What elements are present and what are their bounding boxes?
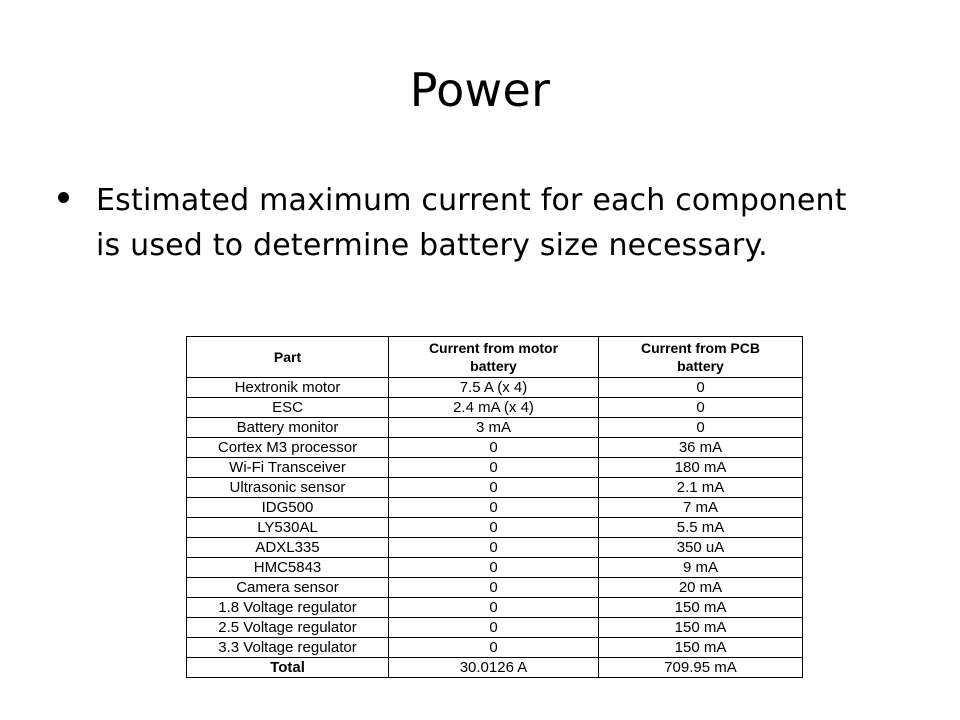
total-pcb-current: 709.95 mA <box>599 658 803 678</box>
cell-pcb-current: 7 mA <box>599 498 803 518</box>
table-total-row <box>187 658 803 678</box>
cell-part: Camera sensor <box>187 578 389 598</box>
cell-pcb-current: 0 <box>599 398 803 418</box>
cell-pcb-current: 36 mA <box>599 438 803 458</box>
cell-part: Ultrasonic sensor <box>187 478 389 498</box>
cell-part: Battery monitor <box>187 418 389 438</box>
cell-pcb-current: 2.1 mA <box>599 478 803 498</box>
cell-part: 2.5 Voltage regulator <box>187 618 389 638</box>
bullet-text: Estimated maximum current for each component is used to determine battery size necessary. <box>96 183 847 263</box>
cell-pcb-current: 20 mA <box>599 578 803 598</box>
cell-part: 1.8 Voltage regulator <box>187 598 389 618</box>
cell-pcb-current: 180 mA <box>599 458 803 478</box>
header-motor-line1: Current from motor <box>428 340 559 356</box>
cell-part: HMC5843 <box>187 558 389 578</box>
table-row <box>187 538 803 558</box>
total-motor-current: 30.0126 A <box>389 658 599 678</box>
cell-motor-current: 0 <box>389 578 599 598</box>
cell-pcb-current: 150 mA <box>599 638 803 658</box>
cell-part: IDG500 <box>187 498 389 518</box>
cell-motor-current: 7.5 A (x 4) <box>389 378 599 398</box>
header-part-label: Part <box>273 349 302 365</box>
header-pcb-line1: Current from PCB <box>640 340 760 356</box>
cell-motor-current: 3 mA <box>389 418 599 438</box>
power-table-container <box>186 336 802 678</box>
table-row <box>187 518 803 538</box>
table-row <box>187 398 803 418</box>
cell-pcb-current: 5.5 mA <box>599 518 803 538</box>
cell-motor-current: 0 <box>389 498 599 518</box>
table-row <box>187 638 803 658</box>
slide-title: Power <box>409 63 551 117</box>
cell-part: ADXL335 <box>187 538 389 558</box>
table-row <box>187 598 803 618</box>
table-header-row <box>187 337 803 378</box>
power-table <box>186 336 803 678</box>
cell-motor-current: 0 <box>389 458 599 478</box>
cell-motor-current: 0 <box>389 518 599 538</box>
header-part <box>187 337 389 378</box>
table-row <box>187 458 803 478</box>
cell-pcb-current: 0 <box>599 378 803 398</box>
cell-motor-current: 0 <box>389 558 599 578</box>
bullet-list <box>58 178 878 268</box>
cell-motor-current: 0 <box>389 598 599 618</box>
cell-part: Hextronik motor <box>187 378 389 398</box>
table-row <box>187 618 803 638</box>
table-row <box>187 378 803 398</box>
header-pcb-line2: battery <box>677 358 724 374</box>
cell-motor-current: 0 <box>389 478 599 498</box>
header-motor-line2: battery <box>470 358 517 374</box>
cell-motor-current: 0 <box>389 538 599 558</box>
table-row <box>187 438 803 458</box>
cell-part: LY530AL <box>187 518 389 538</box>
cell-pcb-current: 150 mA <box>599 618 803 638</box>
table-row <box>187 478 803 498</box>
header-motor-current <box>389 337 599 378</box>
cell-part: 3.3 Voltage regulator <box>187 638 389 658</box>
cell-motor-current: 0 <box>389 638 599 658</box>
cell-motor-current: 0 <box>389 618 599 638</box>
table-row <box>187 418 803 438</box>
cell-pcb-current: 9 mA <box>599 558 803 578</box>
table-row <box>187 578 803 598</box>
table-row <box>187 558 803 578</box>
cell-pcb-current: 150 mA <box>599 598 803 618</box>
cell-part: Cortex M3 processor <box>187 438 389 458</box>
cell-pcb-current: 350 uA <box>599 538 803 558</box>
table-row <box>187 498 803 518</box>
cell-motor-current: 2.4 mA (x 4) <box>389 398 599 418</box>
header-pcb-current <box>599 337 803 378</box>
cell-pcb-current: 0 <box>599 418 803 438</box>
cell-part: ESC <box>187 398 389 418</box>
cell-motor-current: 0 <box>389 438 599 458</box>
bullet-dot-icon <box>58 192 69 203</box>
cell-part: Wi-Fi Transceiver <box>187 458 389 478</box>
total-label: Total <box>187 658 389 678</box>
